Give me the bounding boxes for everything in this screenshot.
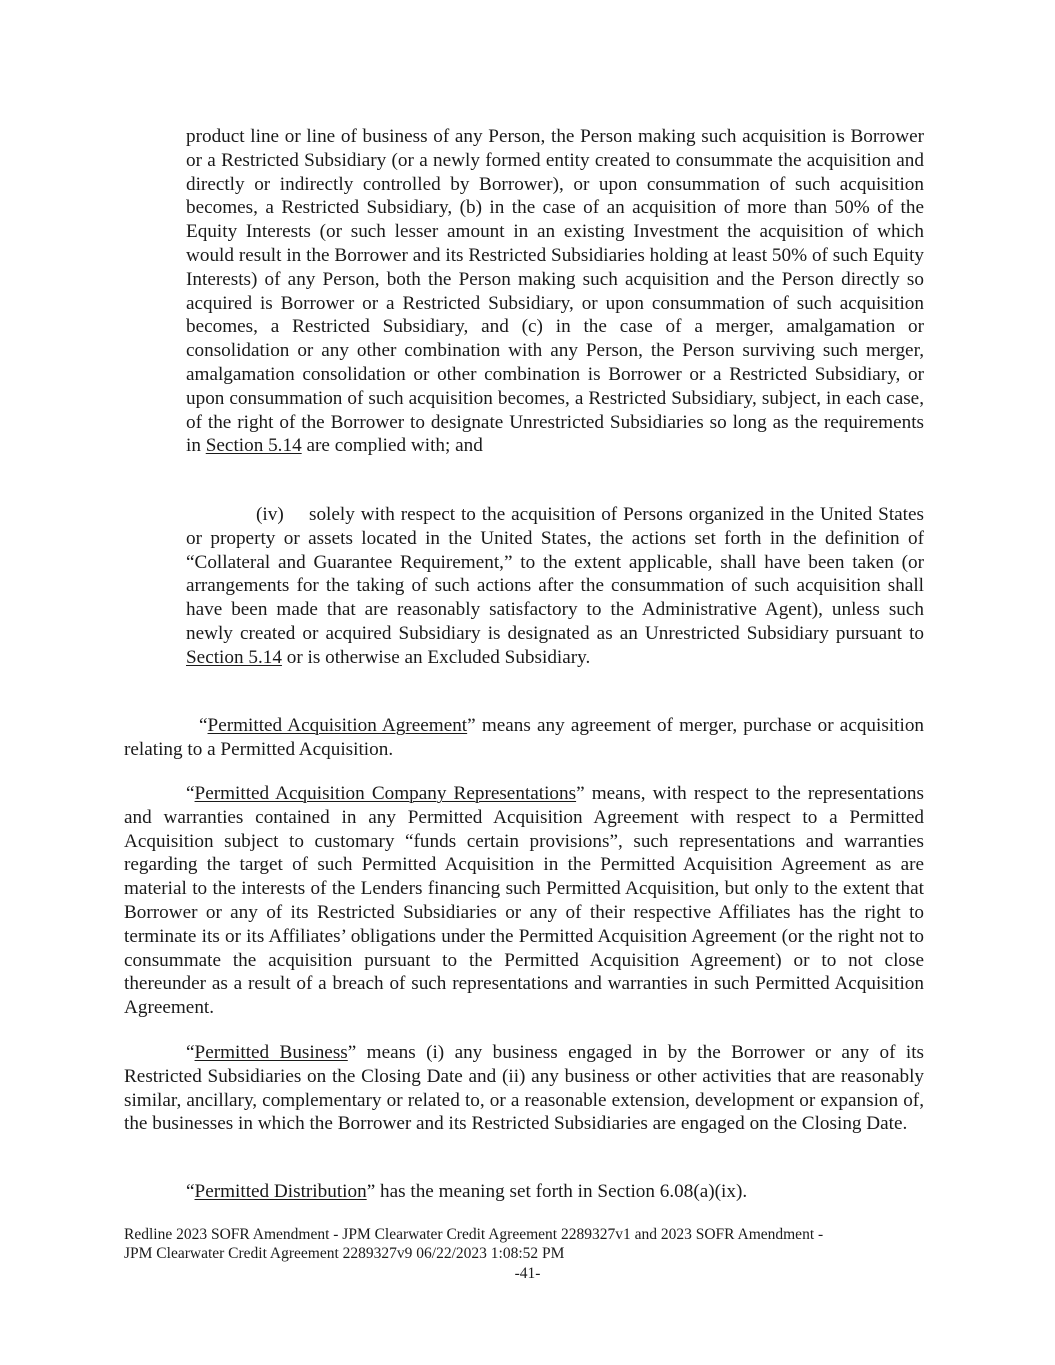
open-quote: “ [186,1181,195,1202]
definition-body: ” means (i) any business engaged in by the Borrower or any of its Restricted Subsidiaries on the Closing Date and (ii) any business or other activities that are reasonably similar, ancillary, complementary or related to, or a reasonable extension, development or expansion of, the businesses in which the Borrower and its Restricted Subsidiaries are engaged on the Closing Date. [124,1042,924,1135]
page-number: -41- [514,1265,541,1282]
definition-paragraph [124,714,924,762]
section-reference-link[interactable]: Section 5.14 [186,646,282,668]
continuation-text-end: are complied with; and [301,435,483,457]
clause-iv-paragraph [186,503,924,670]
open-quote: “ [186,1042,195,1063]
footer-line: Redline 2023 SOFR Amendment - JPM Clearwater Credit Agreement 2289327v1 and 2023 SOFR Amendment - [124,1226,824,1243]
continuation-paragraph [186,125,924,458]
defined-term: Permitted Acquisition Company Representations [194,783,577,804]
section-reference-link[interactable]: Section 5.14 [205,435,302,457]
definition-paragraph [124,1041,924,1136]
definition-body: ” means, with respect to the representations and warranties contained in any Permitted Acquisition Agreement with respect to a Permitted Acquisition subject to customary “funds certain provisions”, such representations and warranties regarding the target of such Permitted Acquisition in the Permitted Acquisition Agreement as are material to the interests of the Lenders financing such Permitted Acquisition, but only to the extent that Borrower or any of its Restricted Subsidiaries or any of their respective Affiliates has the right to terminate its or its Affiliates’ obligations under the Permitted Acquisition Agreement (or the right not to consummate the acquisition pursuant to the Permitted Acquisition Agreement) or to not close thereunder as a result of a breach of such representations and warranties in such Permitted Acquisition Agreement. [124,783,924,1019]
footer-line: JPM Clearwater Credit Agreement 2289327v9 06/22/2023 1:08:52 PM [124,1244,565,1262]
definition-body: ” has the meaning set forth in Section 6.08(a)(ix). [366,1181,748,1202]
defined-term: Permitted Distribution [194,1181,367,1202]
definition-body: ” means any agreement of merger, purchase or acquisition relating to a Permitted Acquisition. [124,715,925,760]
definition-paragraph [124,1180,924,1204]
clause-text: solely with respect to the acquisition of Persons organized in the United States or property or assets located in the United States, the actions set forth in the definition of “Collateral and Guarantee Requirement,” to the extent applicable, shall have been taken (or arrangements for the taking of such actions after the consummation of such acquisition shall have been made that are reasonably satisfactory to the Administrative Agent), unless such newly created or acquired Subsidiary is designated as an Unrestricted Subsidiary pursuant to [186,504,924,644]
definition-paragraph [124,782,924,1020]
clause-text-end: or is otherwise an Excluded Subsidiary. [281,646,591,668]
clause-label: (iv) [256,504,284,525]
continuation-text: product line or line of business of any Person, the Person making such acquisition is Borrower or a Restricted Subsidiary (or a newly formed entity created to consummate the acquisition and directly or indirectly controlled by Borrower), or upon consummation of such acquisition becomes, a Restricted Subsidiary, (b) in the case of an acquisition of more than 50% of the Equity Interests (or such lesser amount in an existing Investment the acquisition of which would result in the Borrower and its Restricted Subsidiaries holding at least 50% of such Equity Interests) of any Person, both the Person making such acquisition and the Person directly so acquired is Borrower or a Restricted Subsidiary, or upon consummation of such acquisition becomes, a Restricted Subsidiary, and (c) in the case of a merger, amalgamation or consolidation or any other combination with any Person, the Person surviving such merger, amalgamation consolidation or other combination is Borrower or a Restricted Subsidiary, or upon consummation of such acquisition becomes, a Restricted Subsidiary, subject, in each case, of the right of the Borrower to designate Unrestricted Subsidiaries so long as the requirements in [186,126,924,457]
document-footer [124,1226,924,1263]
defined-term: Permitted Business [194,1042,348,1063]
open-quote: “ [199,715,208,736]
open-quote: “ [186,783,195,804]
defined-term: Permitted Acquisition Agreement [207,715,468,736]
